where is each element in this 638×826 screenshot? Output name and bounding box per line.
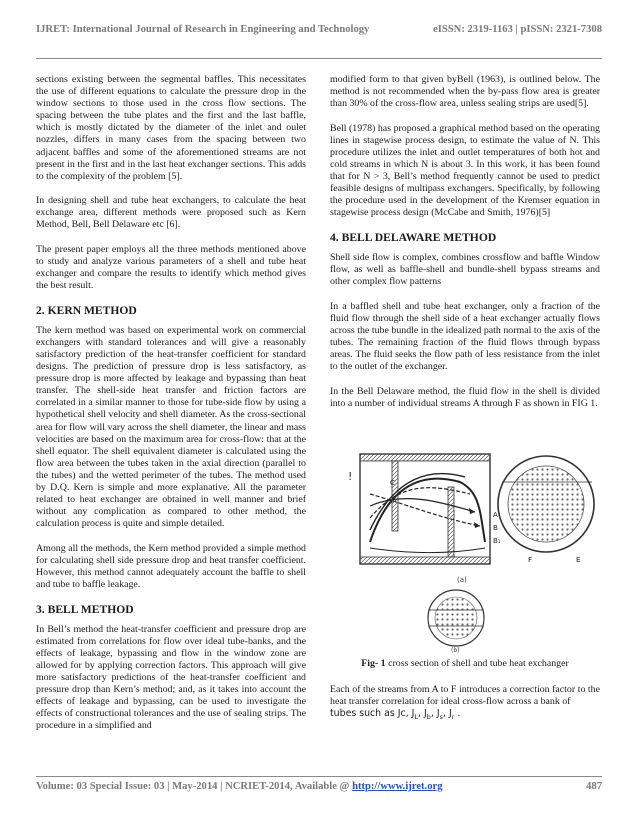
subscript: r [451,713,455,722]
text-run: , J [442,708,452,720]
stream-label: F [528,556,533,565]
shell-side-view [360,454,490,564]
paragraph: Bell (1978) has proposed a graphical method based on the operating lines in stagewise process design, to estimate the value of N. This procedure utilizes the inlet and outlet temperatures of both hot and cold streams in which N is about 3. In this work, it has been found that for N > 3, Bell’s method frequently cannot be used to predict feasible designs of multipass exchangers. Specifically, by following the procedure used in the development of the Kremser equation in stagewise process design (McCabe and Smith, 1976)[5] [330,122,600,219]
text-run: tubes such as Jc, J [330,708,415,720]
stream-label: E [576,556,581,565]
baffle-cross-section [428,590,484,646]
paragraph: In a baffled shell and tube heat exchanger, only a fraction of the fluid flow through the shell side of a heat exchanger actually flows across the tube bundle in the idealized path normal to the axis of the tubes. The remaining fraction of the fluid flows through bypass areas. The fluid seeks the flow path of less resistance from the inlet to the outlet of the exchanger. [330,300,600,373]
right-column [330,74,600,723]
caption-text: cross section of shell and tube heat exchanger [385,658,569,670]
paragraph: sections existing between the segmental baffles. This necessitates the use of different equations to calculate the pressure drop in the window sections to those used in the cross flow sections. The spacing between the tube plates and the first and the last baffle, which is mostly dictated by the diameter of the inlet and oulet nozzles, differs in many cases from the spacing between two adjacent baffles and some of the aforementioned streams are not present in the first and in the last heat exchanger sections. This adds to the complexity of the problem [5]. [36,74,306,182]
correction-factors-line [330,708,600,723]
tube-bundle-cross-section [498,456,594,552]
stream-label: A [493,511,498,520]
issn-text: eISSN: 2319-1163 | pISSN: 2321-7308 [433,24,602,35]
journal-link[interactable]: http://www.ijret.org [352,781,443,792]
subfigure-label-a: (a) [457,576,467,585]
stream-label: B₁ [493,537,501,546]
text-run: . [454,708,461,720]
left-column [36,74,306,745]
figure-1 [330,422,600,654]
page-footer [36,781,602,792]
text-run: , J [417,708,427,720]
stream-label: C [390,479,395,488]
section-heading-bell-delaware: 4. BELL DELAWARE METHOD [330,230,497,244]
journal-title: IJRET: International Journal of Research in Engineering and Technology [36,24,370,35]
paragraph: Each of the streams from A to F introduces a correction factor to the heat transfer correlation for ideal cross-flow across a bank of [330,684,600,708]
footer-divider [36,776,602,777]
journal-header [36,24,602,35]
subscript: L [414,713,418,722]
paragraph: In the Bell Delaware method, the fluid flow in the shell is divided into a number of individual streams A through F as shown in FIG 1. [330,385,600,409]
paragraph: Shell side flow is complex, combines crossflow and baffle Window flow, as well as baffle-shell and bundle-shell bypass streams and other complex flow patterns [330,251,600,288]
paragraph: Among all the methods, the Kern method provided a simple method for calculating shell side pressure drop and heat transfer coefficient. However, this method cannot adequately account the baffle to shell and tube to baffle leakage. [36,542,306,591]
paragraph: modified form to that given byBell (1963), is outlined below. The method is not recommended when the by-pass flow area is greater than 30% of the cross-flow area, unless sealing strips are used[5]. [330,74,600,110]
figure-mark: ! [348,470,353,484]
page-number: 487 [586,781,602,792]
paragraph: The kern method was based on experimental work on commercial exchangers with standard tolerances and will give a reasonably satisfactory prediction of the heat-transfer coefficient for standard designs. The prediction of pressure drop is less satisfactory, as pressure drop is more affected by leakage and bypassing than heat transfer. The shell-side heat transfer and friction factors are correlated in a similar manner to those for tube-side flow by using a hypothetical shell velocity and shell diameter. As the cross-sectional area for flow will vary across the shell diameter, the linear and mass velocities are based on the maximum area for cross-flow: that at the shell equator. The shell equivalent diameter is calculated using the flow area between the tubes taken in the axial direction (parallel to the tubes) and the wetted perimeter of the tubes. The method used by D.Q. Kern is simple and more explanative. All the parameter related to heat exchanger are obtained in well manner and brief without any complication as compared to other method, the calculation process is quite and simple detailed. [36,324,306,530]
subscript: b [426,713,431,722]
paragraph: The present paper employs all the three methods mentioned above to study and analyze various parameters of a shell and tube heat exchanger and compare the results to identify which method gives the best result. [36,243,306,292]
figure-caption [330,658,600,670]
caption-label: Fig- 1 [361,658,386,670]
footer-text: Volume: 03 Special Issue: 03 | May-2014 | NCRIET-2014, Available @ [36,781,353,792]
section-heading-kern: 2. KERN METHOD [36,303,137,317]
paragraph: In designing shell and tube heat exchangers, to calculate the heat exchange area, different methods were proposed such as Kern Method, Bell, Bell Delaware etc [6]. [36,195,306,231]
text-run: , J [430,708,440,720]
subscript: s [439,713,443,722]
paragraph: In Bell’s method the heat-transfer coefficient and pressure drop are estimated from correlations for flow over ideal tube-banks, and the effects of leakage, bypassing and flow in the window zone are allowed for by applying correction factors. This approach will give more satisfactory predictions of the heat-transfer coefficient and pressure drop than Kern’s method; and, as it takes into account the effects of leakage and bypassing, can be used to investigate the effects of constructional tolerances and the use of sealing strips. The procedure in a simplified and [36,623,306,732]
section-heading-bell: 3. BELL METHOD [36,602,134,616]
stream-label: B [493,524,498,533]
heat-exchanger-diagram [330,422,600,654]
subfigure-label-b: (b) [451,647,460,655]
header-divider [36,58,602,59]
